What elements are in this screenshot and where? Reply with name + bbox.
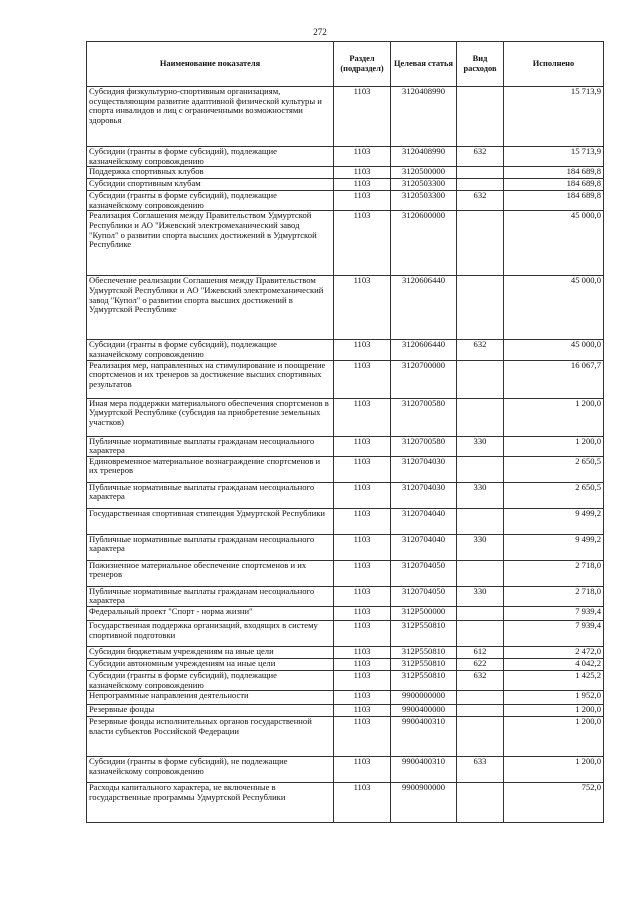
cell-name: Субсидии (гранты в форме субсидий), не подлежащие казначейскому сопровождению	[87, 757, 334, 783]
cell-vid: 330	[457, 436, 504, 456]
cell-vid	[457, 705, 504, 717]
table-row	[87, 276, 604, 340]
cell-name: Публичные нормативные выплаты гражданам несоциального характера	[87, 436, 334, 456]
cell-statya: 9900400310	[391, 717, 457, 757]
cell-statya: 312P500000	[391, 606, 457, 620]
header-razdel: Раздел (подраздел)	[334, 42, 391, 87]
cell-statya: 3120503300	[391, 191, 457, 211]
table-row	[87, 167, 604, 179]
cell-razdel: 1103	[334, 658, 391, 670]
cell-ispolneno: 1 200,0	[504, 757, 604, 783]
cell-razdel: 1103	[334, 534, 391, 560]
table-row	[87, 620, 604, 646]
cell-statya: 3120704050	[391, 586, 457, 606]
cell-name: Субсидии (гранты в форме субсидий), подлежащие казначейскому сопровождению	[87, 340, 334, 360]
cell-statya: 3120700000	[391, 360, 457, 398]
cell-razdel: 1103	[334, 586, 391, 606]
cell-name: Государственная спортивная стипендия Удмуртской Республики	[87, 508, 334, 534]
cell-razdel: 1103	[334, 508, 391, 534]
table-row	[87, 340, 604, 360]
cell-name: Обеспечение реализации Соглашения между Правительством Удмуртской Республики и АО "Ижевский электромеханический завод "Купол" о развитии спорта высших достижений в Удмуртской Республике	[87, 276, 334, 340]
cell-statya: 3120606440	[391, 340, 457, 360]
cell-razdel: 1103	[334, 783, 391, 823]
cell-ispolneno: 7 939,4	[504, 620, 604, 646]
cell-razdel: 1103	[334, 436, 391, 456]
cell-statya: 312P550810	[391, 658, 457, 670]
cell-ispolneno: 184 689,8	[504, 179, 604, 191]
header-ispolneno: Исполнено	[504, 42, 604, 87]
cell-ispolneno: 184 689,8	[504, 191, 604, 211]
cell-name: Пожизненное материальное обеспечение спортсменов и их тренеров	[87, 560, 334, 586]
cell-ispolneno: 45 000,0	[504, 340, 604, 360]
cell-vid	[457, 717, 504, 757]
page-number: 272	[313, 27, 327, 37]
cell-vid: 612	[457, 646, 504, 658]
cell-vid: 632	[457, 670, 504, 690]
table-row	[87, 360, 604, 398]
cell-razdel: 1103	[334, 87, 391, 147]
cell-ispolneno: 752,0	[504, 783, 604, 823]
cell-ispolneno: 15 713,9	[504, 87, 604, 147]
cell-name: Субсидии (гранты в форме субсидий), подлежащие казначейскому сопровождению	[87, 147, 334, 167]
cell-ispolneno: 2 650,5	[504, 456, 604, 482]
cell-vid	[457, 508, 504, 534]
table-row	[87, 586, 604, 606]
cell-ispolneno: 2 650,5	[504, 482, 604, 508]
cell-vid	[457, 456, 504, 482]
cell-ispolneno: 2 718,0	[504, 560, 604, 586]
cell-ispolneno: 7 939,4	[504, 606, 604, 620]
cell-vid: 632	[457, 147, 504, 167]
table-row	[87, 398, 604, 436]
cell-vid	[457, 398, 504, 436]
cell-vid: 632	[457, 191, 504, 211]
table-row	[87, 757, 604, 783]
cell-statya: 3120704030	[391, 456, 457, 482]
cell-statya: 3120606440	[391, 276, 457, 340]
cell-ispolneno: 1 200,0	[504, 398, 604, 436]
cell-razdel: 1103	[334, 606, 391, 620]
cell-razdel: 1103	[334, 620, 391, 646]
cell-vid	[457, 620, 504, 646]
cell-ispolneno: 45 000,0	[504, 276, 604, 340]
cell-vid: 330	[457, 586, 504, 606]
cell-razdel: 1103	[334, 705, 391, 717]
cell-name: Резервные фонды	[87, 705, 334, 717]
table-row	[87, 705, 604, 717]
cell-statya: 3120408990	[391, 87, 457, 147]
cell-name: Субсидии спортивным клубам	[87, 179, 334, 191]
cell-statya: 312P550810	[391, 620, 457, 646]
table-row	[87, 606, 604, 620]
cell-name: Резервные фонды исполнительных органов государственной власти субъектов Российской Федерации	[87, 717, 334, 757]
cell-razdel: 1103	[334, 340, 391, 360]
table-row	[87, 436, 604, 456]
cell-name: Государственная поддержка организаций, входящих в систему спортивной подготовки	[87, 620, 334, 646]
cell-ispolneno: 9 499,2	[504, 508, 604, 534]
cell-statya: 9900400000	[391, 705, 457, 717]
cell-razdel: 1103	[334, 191, 391, 211]
cell-razdel: 1103	[334, 691, 391, 705]
cell-statya: 3120704050	[391, 560, 457, 586]
table-row	[87, 717, 604, 757]
cell-statya: 3120408990	[391, 147, 457, 167]
cell-statya: 3120700580	[391, 436, 457, 456]
cell-razdel: 1103	[334, 646, 391, 658]
header-name: Наименование показателя	[87, 42, 334, 87]
cell-razdel: 1103	[334, 276, 391, 340]
expenditure-table	[86, 41, 604, 823]
cell-vid	[457, 211, 504, 276]
cell-statya: 3120600000	[391, 211, 457, 276]
cell-vid: 622	[457, 658, 504, 670]
cell-razdel: 1103	[334, 147, 391, 167]
cell-name: Реализация Соглашения между Правительством Удмуртской Республики и АО "Ижевский электромеханический завод "Купол" о развитии спорта высших достижений в Удмуртской Республике	[87, 211, 334, 276]
table-row	[87, 646, 604, 658]
cell-ispolneno: 4 042,2	[504, 658, 604, 670]
cell-name: Публичные нормативные выплаты гражданам несоциального характера	[87, 534, 334, 560]
table-row	[87, 534, 604, 560]
cell-statya: 3120704040	[391, 508, 457, 534]
cell-name: Публичные нормативные выплаты гражданам несоциального характера	[87, 586, 334, 606]
cell-name: Публичные нормативные выплаты гражданам несоциального характера	[87, 482, 334, 508]
cell-vid	[457, 167, 504, 179]
cell-razdel: 1103	[334, 211, 391, 276]
table-row	[87, 87, 604, 147]
cell-statya: 3120704040	[391, 534, 457, 560]
cell-razdel: 1103	[334, 757, 391, 783]
cell-ispolneno: 1 200,0	[504, 705, 604, 717]
cell-name: Субсидии бюджетным учреждениям на иные цели	[87, 646, 334, 658]
cell-vid	[457, 179, 504, 191]
cell-name: Субсидии (гранты в форме субсидий), подлежащие казначейскому сопровождению	[87, 191, 334, 211]
cell-statya: 3120704030	[391, 482, 457, 508]
cell-name: Реализация мер, направленных на стимулирование и поощрение спортсменов и их тренеров за достижение высших спортивных результатов	[87, 360, 334, 398]
cell-ispolneno: 45 000,0	[504, 211, 604, 276]
cell-statya: 3120700580	[391, 398, 457, 436]
cell-name: Субсидия физкультурно-спортивным организациям, осуществляющим развитие адаптивной физической культуры и спорта инвалидов и лиц с ограниченными возможностями здоровья	[87, 87, 334, 147]
cell-razdel: 1103	[334, 167, 391, 179]
cell-razdel: 1103	[334, 179, 391, 191]
cell-name: Субсидии (гранты в форме субсидий), подлежащие казначейскому сопровождению	[87, 670, 334, 690]
cell-vid: 330	[457, 534, 504, 560]
table-body	[87, 87, 604, 823]
cell-razdel: 1103	[334, 360, 391, 398]
cell-statya: 9900400310	[391, 757, 457, 783]
cell-ispolneno: 184 689,8	[504, 167, 604, 179]
cell-ispolneno: 2 472,0	[504, 646, 604, 658]
cell-ispolneno: 1 952,0	[504, 691, 604, 705]
table-row	[87, 508, 604, 534]
cell-vid	[457, 560, 504, 586]
cell-vid: 633	[457, 757, 504, 783]
table-row	[87, 211, 604, 276]
cell-ispolneno: 2 718,0	[504, 586, 604, 606]
cell-ispolneno: 15 713,9	[504, 147, 604, 167]
cell-razdel: 1103	[334, 456, 391, 482]
cell-name: Единовременное материальное вознаграждение спортсменов и их тренеров	[87, 456, 334, 482]
cell-vid	[457, 87, 504, 147]
cell-vid	[457, 276, 504, 340]
cell-name: Поддержка спортивных клубов	[87, 167, 334, 179]
cell-statya: 3120503300	[391, 179, 457, 191]
table-row	[87, 658, 604, 670]
table-row	[87, 783, 604, 823]
cell-razdel: 1103	[334, 717, 391, 757]
cell-name: Федеральный проект "Спорт - норма жизни"	[87, 606, 334, 620]
cell-statya: 3120500000	[391, 167, 457, 179]
cell-vid: 330	[457, 482, 504, 508]
header-vid: Вид расходов	[457, 42, 504, 87]
cell-ispolneno: 9 499,2	[504, 534, 604, 560]
cell-vid	[457, 783, 504, 823]
table-header-row	[87, 42, 604, 87]
cell-name: Субсидии автономным учреждениям на иные цели	[87, 658, 334, 670]
cell-vid: 632	[457, 340, 504, 360]
cell-statya: 9900000000	[391, 691, 457, 705]
table-row	[87, 670, 604, 690]
cell-vid	[457, 691, 504, 705]
cell-razdel: 1103	[334, 482, 391, 508]
table-row	[87, 191, 604, 211]
cell-vid	[457, 360, 504, 398]
cell-statya: 9900900000	[391, 783, 457, 823]
cell-name: Иная мера поддержки материального обеспечения спортсменов в Удмуртской Республике (субсидия на приобретение земельных участков)	[87, 398, 334, 436]
cell-ispolneno: 1 200,0	[504, 717, 604, 757]
cell-razdel: 1103	[334, 560, 391, 586]
cell-razdel: 1103	[334, 398, 391, 436]
cell-ispolneno: 16 067,7	[504, 360, 604, 398]
cell-ispolneno: 1 425,2	[504, 670, 604, 690]
table-row	[87, 147, 604, 167]
cell-vid	[457, 606, 504, 620]
table-row	[87, 482, 604, 508]
table-row	[87, 179, 604, 191]
cell-name: Расходы капитального характера, не включенные в государственные программы Удмуртской Республики	[87, 783, 334, 823]
cell-name: Непрограммные направления деятельности	[87, 691, 334, 705]
cell-razdel: 1103	[334, 670, 391, 690]
table-row	[87, 691, 604, 705]
table-row	[87, 456, 604, 482]
table-row	[87, 560, 604, 586]
cell-ispolneno: 1 200,0	[504, 436, 604, 456]
cell-statya: 312P550810	[391, 670, 457, 690]
cell-statya: 312P550810	[391, 646, 457, 658]
header-statya: Целевая статья	[391, 42, 457, 87]
